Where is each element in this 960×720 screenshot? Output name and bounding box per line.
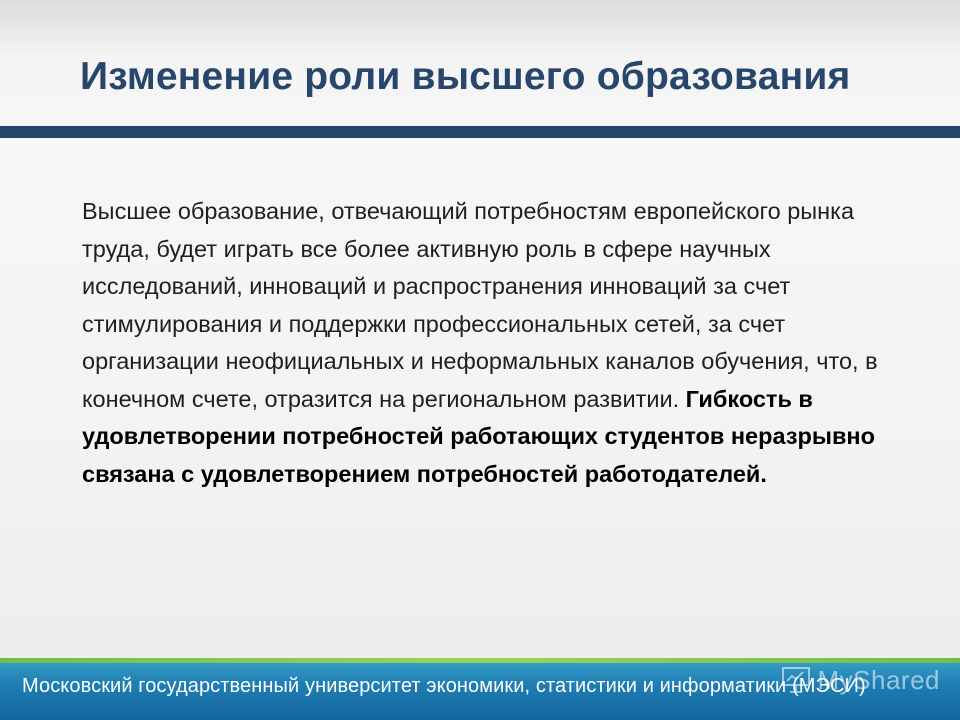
presentation-icon [780,666,812,694]
body-emphasis: Гибкость в удовлетворении потребностей работающих студентов неразрывно связана с удовлетворением потребностей работодателей. [82,385,875,487]
footer-university-name: Московский государственный университет экономики, статистики и информатики (МЭСИ) [22,675,866,697]
title-underline-bar [0,126,960,138]
slide-title: Изменение роли высшего образования [80,55,851,98]
slide-body [82,193,902,493]
watermark-text: MyShared [817,664,940,695]
watermark [780,660,941,700]
body-paragraph: Высшее образование, отвечающий потребностям европейского рынка труда, будет играть все более активную роль в сфере научных исследований, инноваций и распространения инноваций за счет стимулирования и поддержки профессиональных сетей, за счет организации неофициальных и неформальных каналов обучения, что, в конечном счете, отразится на региональном развитии. [82,198,878,412]
